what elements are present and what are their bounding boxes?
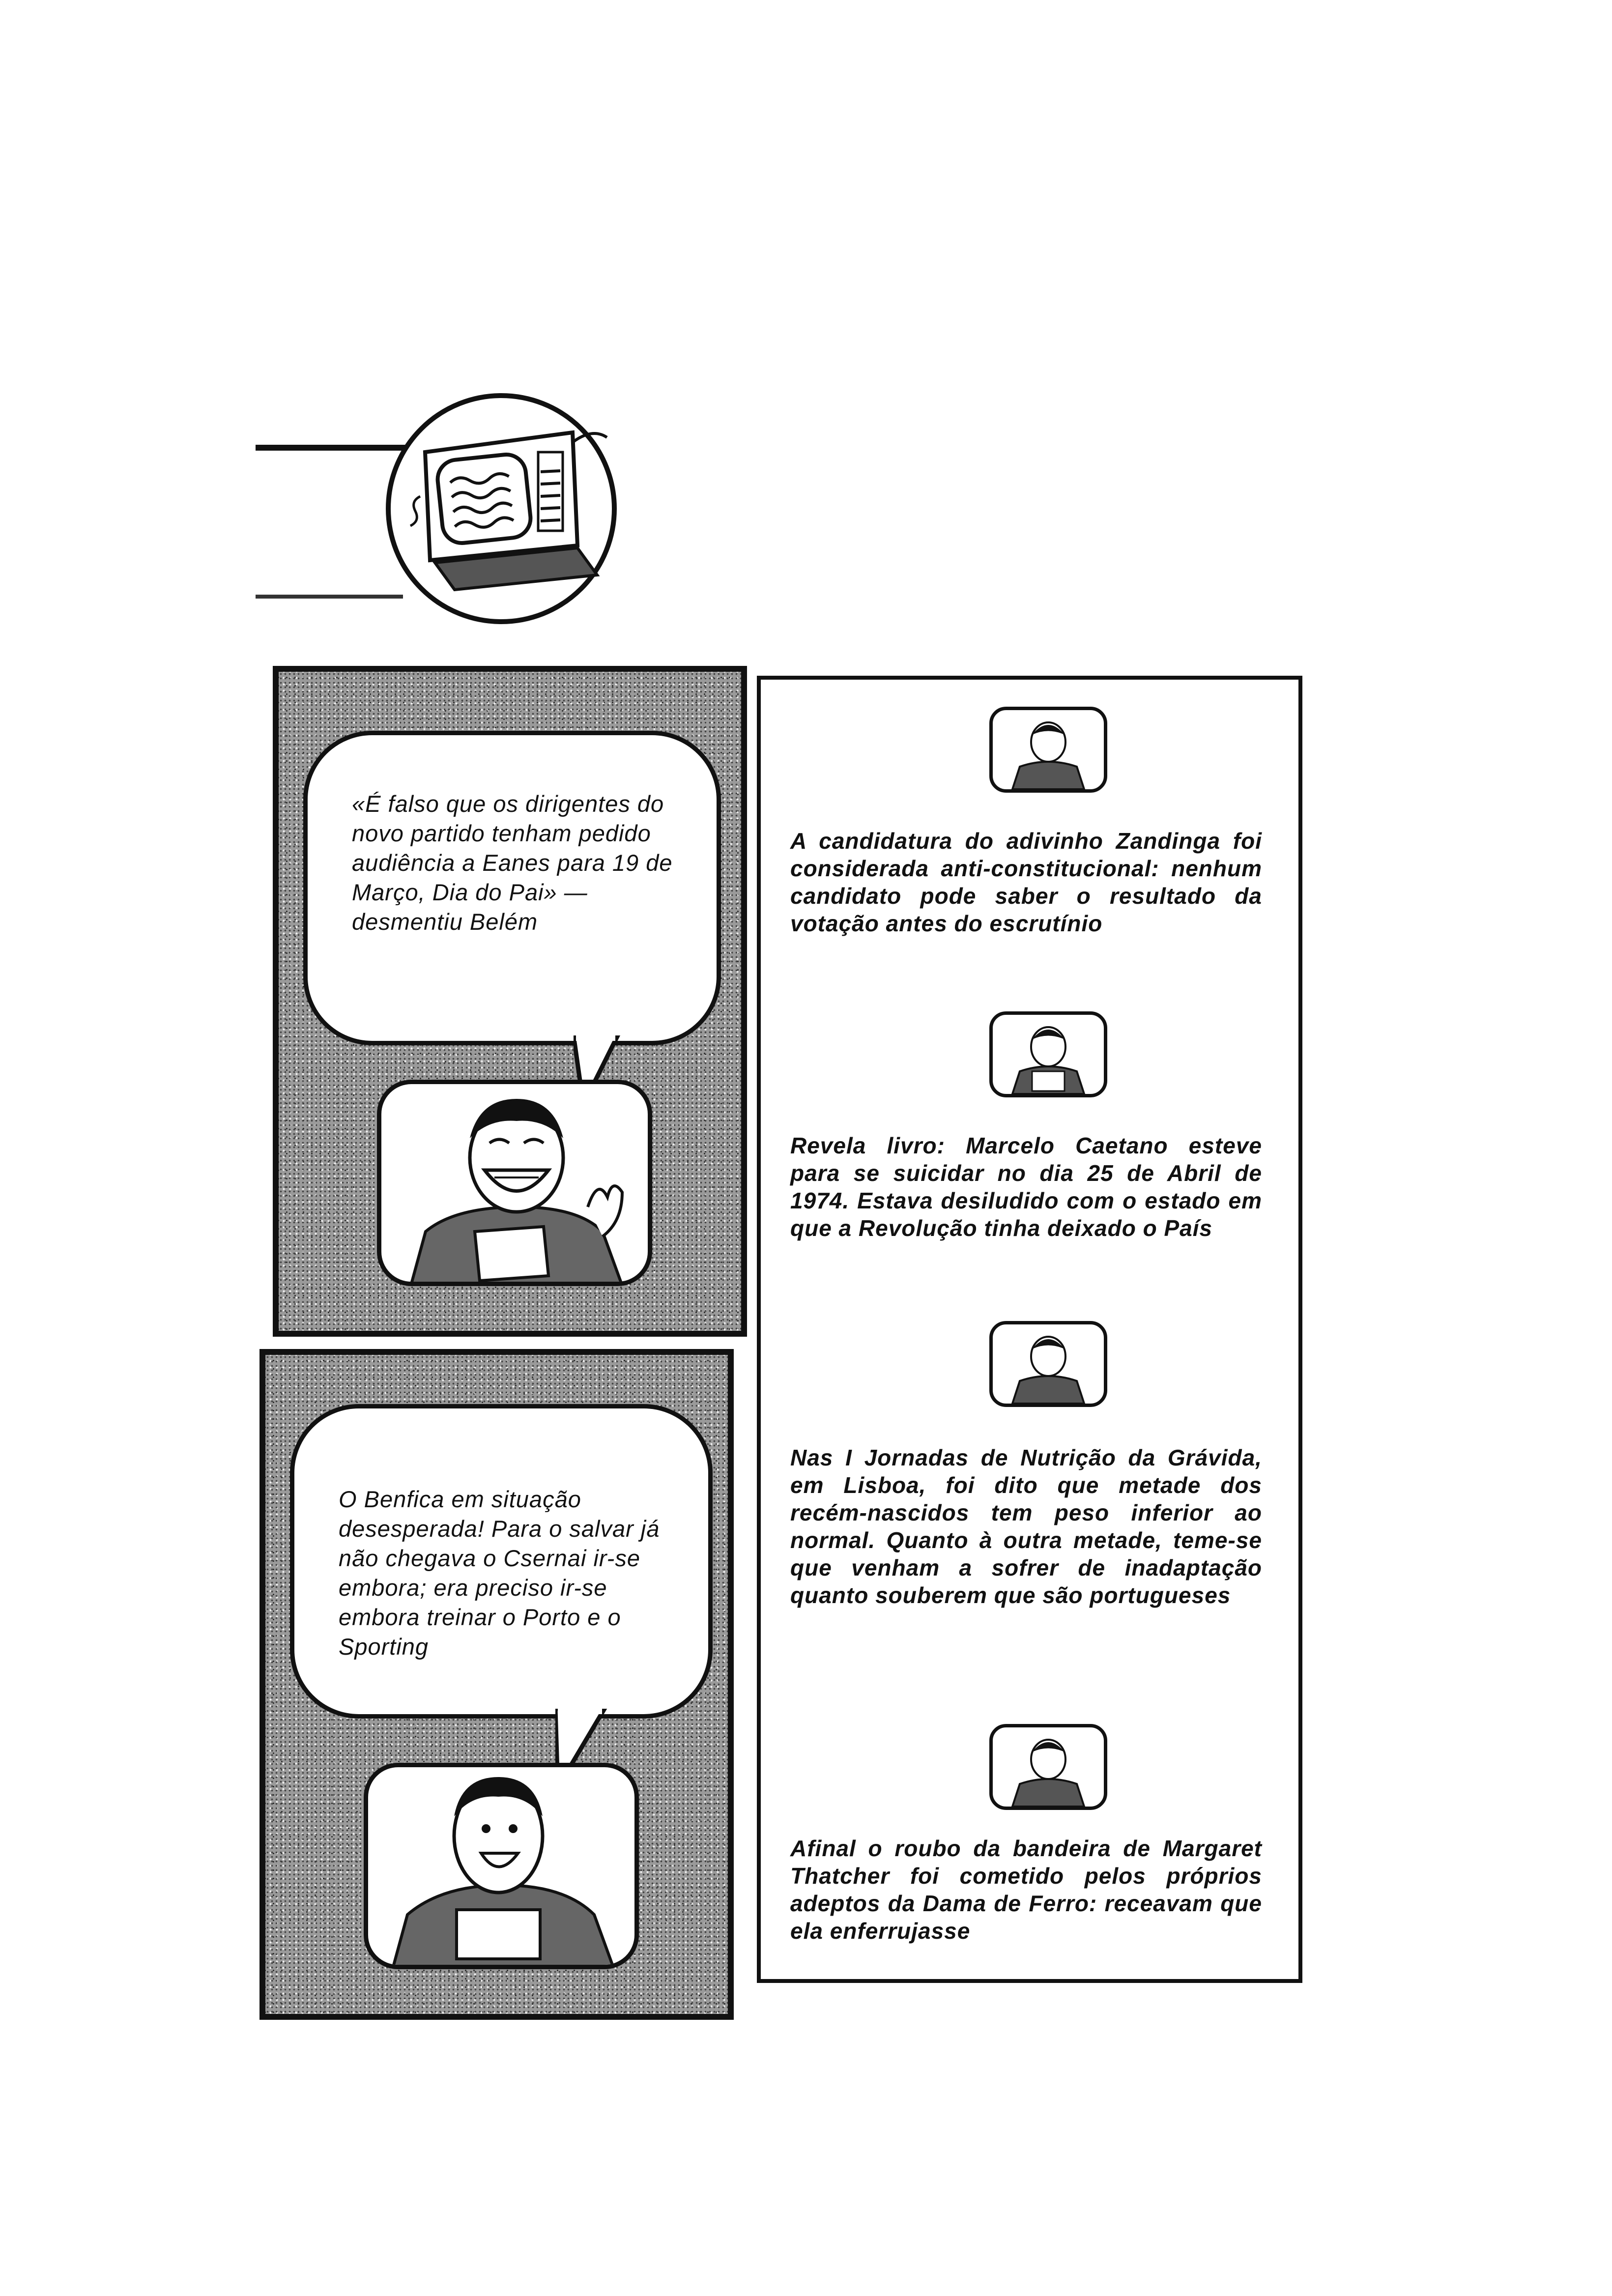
- presenter-thumbnail: [989, 1321, 1107, 1407]
- presenter-thumbnail: [989, 707, 1107, 793]
- news-presenter-icon: [381, 1084, 652, 1286]
- tv-screen: [364, 1763, 639, 1969]
- news-item: A candidatura do adivinho Zandinga foi considerada anti-constitucional: nenhum candidato pode saber o resultado da votação antes do escrutínio: [790, 828, 1262, 936]
- bubble-quote: «É falso que os dirigentes do novo partido tenham pedido audiência a Eanes para 19 de Março, Dia do Pai» — desmentiu Belém: [352, 791, 673, 935]
- speech-bubble: [303, 731, 721, 1045]
- comic-panel-top: [273, 666, 747, 1337]
- news-presenter-icon: [993, 710, 1104, 789]
- comic-panel-bottom: [259, 1349, 734, 2020]
- tv-screen: [377, 1080, 652, 1286]
- news-presenter-icon: [993, 1324, 1104, 1404]
- bubble-quote: O Benfica em situação desesperada! Para o salvar já não chegava o Csernai ir-se embora; era preciso ir-se embora treinar o Porto e o Sporting: [339, 1486, 660, 1660]
- header-rule-bottom: [256, 595, 403, 599]
- news-presenter-icon: [993, 1727, 1104, 1807]
- presenter-thumbnail: [989, 1011, 1107, 1097]
- presenter-thumbnail: [989, 1724, 1107, 1810]
- header-emblem: [386, 393, 617, 624]
- news-item: Nas I Jornadas de Nutrição da Grávida, em Lisboa, foi dito que metade dos recém-nascidos tem peso inferior ao normal. Quanto à outra metade, teme-se que venham a sofrer de inadaptação quanto souberem que são portugueses: [790, 1445, 1262, 1608]
- news-item: Revela livro: Marcelo Caetano esteve para se suicidar no dia 25 de Abril de 1974. Estava desiludido com o estado em que a Revolução tinha deixado o País: [790, 1133, 1262, 1241]
- news-presenter-icon: [368, 1767, 638, 1969]
- speech-bubble: [290, 1404, 713, 1719]
- news-item: Afinal o roubo da bandeira de Margaret Thatcher foi cometido pelos próprios adeptos da Dama de Ferro: receavam que ela enferrujasse: [790, 1836, 1262, 1944]
- television-icon: [391, 398, 612, 619]
- news-presenter-icon: [993, 1015, 1104, 1094]
- news-column: [757, 676, 1302, 1983]
